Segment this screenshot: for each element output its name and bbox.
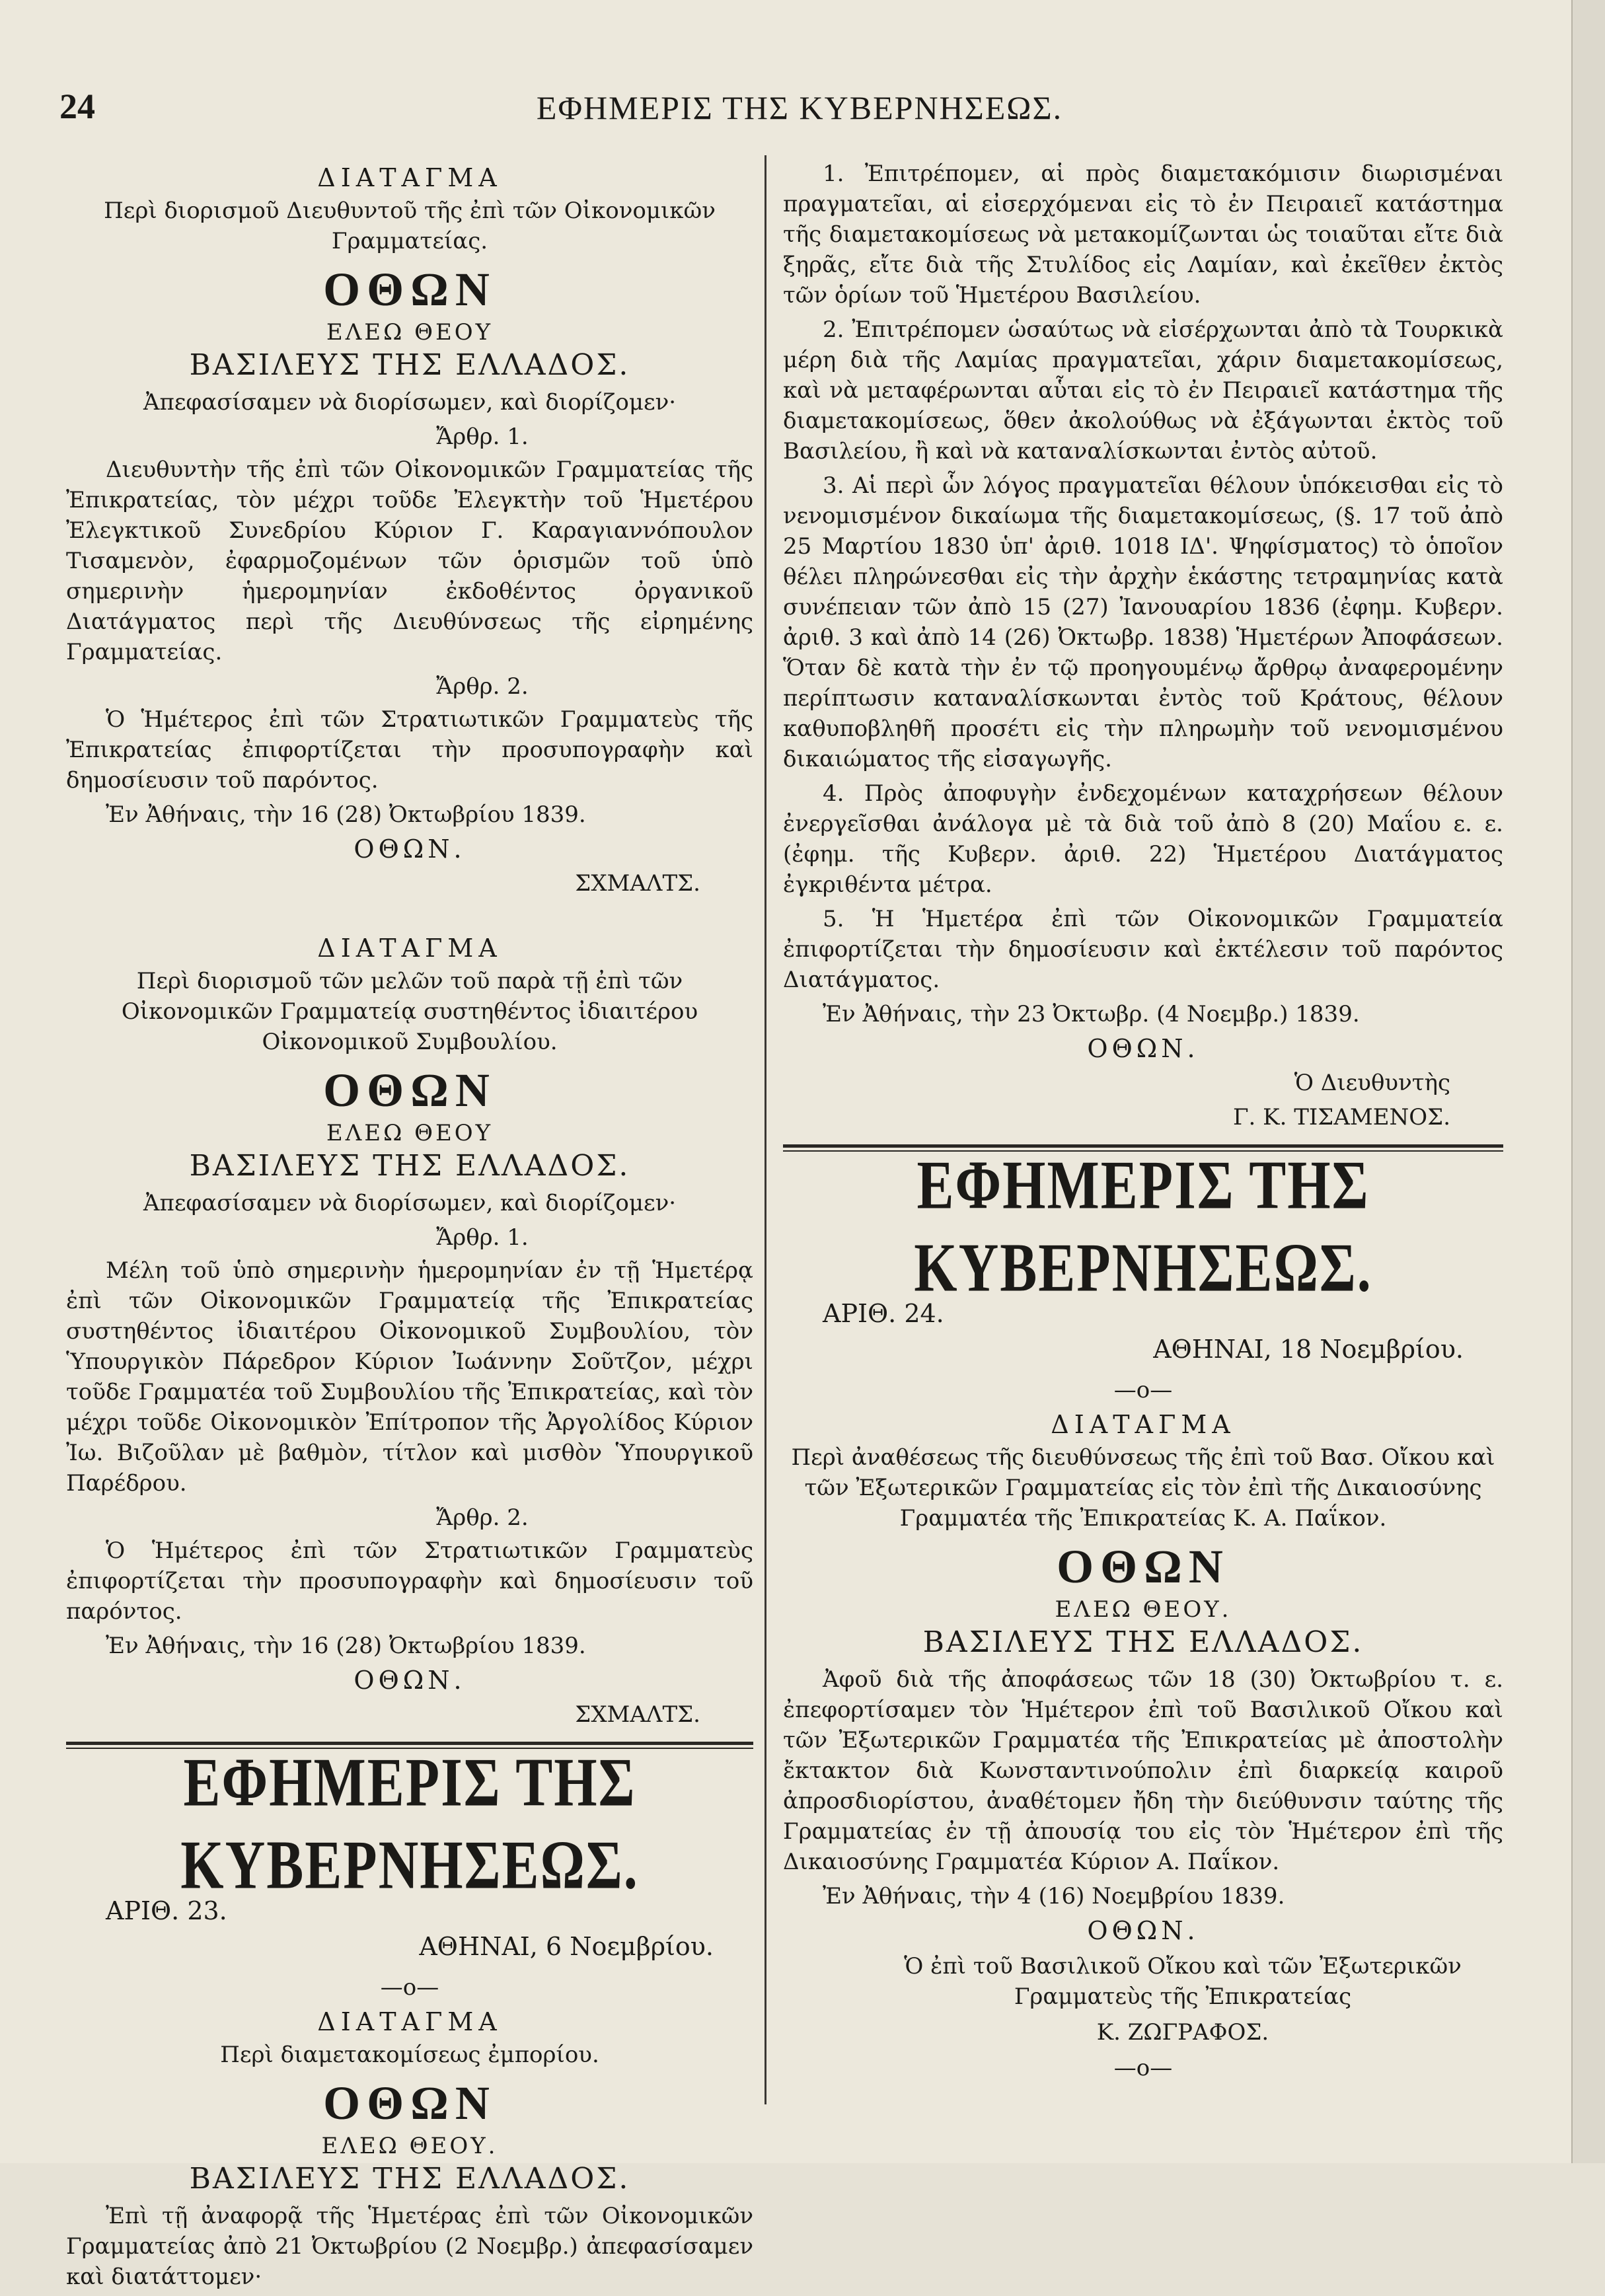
by-grace-of-god: ΕΛΕΩ ΘΕΟΥ (326, 319, 494, 346)
king-title: ΒΑΣΙΛΕΥΣ ΤΗΣ ΕΛΛΑΔΟΣ. (922, 1625, 1364, 1659)
royal-signature: ΟΘΩΝ. (1087, 1034, 1199, 1063)
issue-date: ΑΘΗΝΑΙ, 18 Νοεμβρίου. (1153, 1335, 1464, 1364)
king-title: ΒΑΣΙΛΕΥΣ ΤΗΣ ΕΛΛΑΔΟΣ. (189, 1149, 630, 1183)
article-text: 1. Ἐπιτρέπομεν, αἱ πρὸς διαμετακόμισιν διωρισμέναι πραγματεῖαι, αἱ εἰσερχόμεναι εἰς τὸ ἐν Πειραιεῖ κατάστημα τῆς διαμετακομίσεως νὰ μετακομίζωνται ὡς τοιαῦται εἴτε διὰ ξηρᾶς, εἴτε διὰ τῆς Στυλίδος εἰς Λαμίαν, καὶ ἐκεῖθεν ἐκτὸς τῶν ὁρίων τοῦ Ἡμετέρου Βασιλείου. (783, 161, 1503, 309)
page-number: 24 (59, 87, 95, 126)
left-column (66, 159, 753, 2296)
king-name: ΟΘΩΝ (323, 263, 496, 316)
decree-heading: ΔΙΑΤΑΓΜΑ (1051, 1410, 1236, 1439)
decree-subject: Περὶ διαμετακομίσεως ἐμπορίου. (220, 2042, 599, 2068)
issue-number: ΑΡΙΘ. 23. (106, 1896, 227, 1925)
running-title: ΕΦΗΜΕΡΙΣ ΤΗΣ ΚΥΒΕΡΝΗΣΕΩΣ. (536, 89, 1063, 126)
article-number: Ἄρθρ. 1. (436, 424, 529, 450)
countersignature: ΣΧΜΑΛΤΣ. (575, 1701, 700, 1728)
countersignature: ΣΧΜΑΛΤΣ. (575, 870, 700, 897)
decree-subject: Περὶ διορισμοῦ Διευθυντοῦ τῆς ἐπὶ τῶν Οἰκονομικῶν Γραμματείας. (104, 198, 716, 254)
decree-date: Ἐν Ἀθήναις, τὴν 16 (28) Ὀκτωβρίου 1839. (106, 801, 586, 828)
king-name: ΟΘΩΝ (323, 1064, 496, 1117)
decree-intro: Ἐπὶ τῇ ἀναφορᾷ τῆς Ἡμετέρας ἐπὶ τῶν Οἰκονομικῶν Γραμματείας ἀπὸ 21 Ὀκτωβρίου (2 Νοεμβρ.) ἀπεφασίσαμεν καὶ διατάττομεν· (66, 2203, 753, 2290)
decree-heading: ΔΙΑΤΑΓΜΑ (317, 934, 502, 963)
ornament-dash: —ο— (380, 1974, 439, 2001)
royal-signature: ΟΘΩΝ. (1087, 1916, 1199, 1945)
article-text: Ὁ Ἡμέτερος ἐπὶ τῶν Στρατιωτικῶν Γραμματεὺς τῆς Ἐπικρατείας ἐπιφορτίζεται τὴν προσυπογραφὴν καὶ δημοσίευσιν τοῦ παρόντος. (66, 706, 753, 794)
column-divider (765, 155, 766, 2104)
by-grace-of-god: ΕΛΕΩ ΘΕΟΥ. (1055, 1596, 1232, 1623)
decree-1 (66, 163, 753, 899)
ornament-dash: —ο— (1113, 2055, 1173, 2081)
royal-signature: ΟΘΩΝ. (354, 1666, 466, 1695)
issue-23-masthead (66, 1744, 753, 2003)
royal-signature: ΟΘΩΝ. (354, 834, 466, 864)
by-grace-of-god: ΕΛΕΩ ΘΕΟΥ (326, 1120, 494, 1146)
article-text: Μέλη τοῦ ὑπὸ σημερινὴν ἡμερομηνίαν ἐν τῇ Ἡμετέρᾳ ἐπὶ τῶν Οἰκονομικῶν Γραμματείᾳ τῆς Ἐπικρατείας συστηθέντος ἰδιαιτέρου Οἰκονομικοῦ Συμβουλίου, τὸν Ὑπουργικὸν Πάρεδρον Κύριον Ἰωάννην Σοῦτζον, μέχρι τοῦδε Γραμματέα τοῦ Συμβουλίου τῆς Ἐπικρατείας, καὶ τὸν μέχρι τοῦδε Οἰκονομικὸν Ἐπίτροπον τῆς Ἀργολίδος Κύριον Ἰω. Βιζοῦλαν μὲ βαθμὸν, τίτλον καὶ μισθὸν Ὑπουργικοῦ Παρέδρου. (66, 1257, 753, 1497)
king-name: ΟΘΩΝ (1057, 1540, 1230, 1593)
decree-subject: Περὶ διορισμοῦ τῶν μελῶν τοῦ παρὰ τῇ ἐπὶ τῶν Οἰκονομικῶν Γραμματείᾳ συστηθέντος ἰδιαιτέρου Οἰκονομικοῦ Συμβουλίου. (121, 968, 698, 1055)
article-text: 3. Αἱ περὶ ὧν λόγος πραγματεῖαι θέλουν ὑπόκεισθαι εἰς τὸ νενομισμένον δικαίωμα τῆς διαμετακομίσεως, (§. 17 τοῦ ἀπὸ 25 Μαρτίου 1830 ὑπ' ἀριθ. 1018 ΙΔ'. Ψηφίσματος) τὸ ὁποῖον θέλει πληρώνεσθαι εἰς τὴν ἀρχὴν ἑκάστης τετραμηνίας κατὰ συνέπειαν τῶν ἀπὸ 15 (27) Ἰανουαρίου 1836 (ἐφημ. Κυβερν. ἀριθ. 3 καὶ ἀπὸ 14 (26) Ὀκτωβρ. 1838) Ἡμετέρων Ἀποφάσεων. Ὅταν δὲ κατὰ τὴν ἐν τῷ προηγουμένῳ ἄρθρῳ ἀναφερομένην περίπτωσιν καταναλίσκωνται ἐντὸς τοῦ Κράτους, θέλουν καθυποβληθῆ προσέτι εἰς τὴν πληρωμὴν τοῦ νενομισμένου δικαιώματος τῆς εἰσαγωγῆς. (783, 472, 1503, 772)
decree-subject: Περὶ ἀναθέσεως τῆς διευθύνσεως τῆς ἐπὶ τοῦ Βασ. Οἴκου καὶ τῶν Ἐξωτερικῶν Γραμματείας εἰς τὸν ἐπὶ τῆς Δικαιοσύνης Γραμματέα τῆς Ἐπικρατείας Κ. Α. Παΐκον. (791, 1444, 1495, 1532)
issue-info (783, 1298, 1503, 1371)
masthead-title: ΕΦΗΜΕΡΙΣ ΤΗΣ ΚΥΒΕΡΝΗΣΕΩΣ. (180, 1744, 639, 1904)
facing-page-edge (1571, 0, 1605, 2163)
page-header (59, 79, 1540, 145)
king-title: ΒΑΣΙΛΕΥΣ ΤΗΣ ΕΛΛΑΔΟΣ. (189, 348, 630, 382)
decree-heading: ΔΙΑΤΑΓΜΑ (317, 163, 502, 192)
article-text: Διευθυντὴν τῆς ἐπὶ τῶν Οἰκονομικῶν Γραμματείας τῆς Ἐπικρατείας, τὸν μέχρι τοῦδε Ἐλεγκτὴν τοῦ Ἡμετέρου Ἐλεγκτικοῦ Συνεδρίου Κύριον Γ. Καραγιαννόπουλον Τισαμενὸν, ἐφαρμοζομένων τῶν ὁρισμῶν τοῦ ὑπὸ σημερινὴν ἡμερομηνίαν ἐκδοθέντος ὀργανικοῦ Διατάγματος περὶ τῆς Διευθύνσεως τῆς εἰρημένης Γραμματείας. (66, 457, 753, 665)
decree-text: Ἀφοῦ διὰ τῆς ἀποφάσεως τῶν 18 (30) Ὀκτωβρίου τ. ε. ἐπεφορτίσαμεν τὸν Ἡμέτερον ἐπὶ τοῦ Βασιλικοῦ Οἴκου καὶ τῶν Ἐξωτερικῶν Γραμματέα τῆς Ἐπικρατείας μὲ ἀποστολὴν ἔκτακτον διὰ Κωνσταντινούπολιν ἐπὶ διαρκείᾳ καιροῦ ἀπροσδιορίστου, ἀναθέτομεν ἤδη τὴν διεύθυνσιν ταύτης τῆς Γραμματείας ἐν τῇ ἀπουσίᾳ του εἰς τὸν Ἡμέτερον ἐπὶ τῆς Δικαιοσύνης Γραμματέα Κύριον Α. Παΐκον. (783, 1666, 1503, 1875)
countersigner-title: Ὁ Διευθυντὴς (1294, 1070, 1450, 1096)
ornament-dash: —ο— (1113, 1377, 1173, 1403)
king-title: ΒΑΣΙΛΕΥΣ ΤΗΣ ΕΛΛΑΔΟΣ. (189, 2162, 630, 2196)
article-text: 5. Ἡ Ἡμετέρα ἐπὶ τῶν Οἰκονομικῶν Γραμματεία ἐπιφορτίζεται τὴν δημοσίευσιν καὶ ἐκτέλεσιν τοῦ παρόντος Διατάγματος. (783, 906, 1503, 993)
article-text: Ὁ Ἡμέτερος ἐπὶ τῶν Στρατιωτικῶν Γραμματεὺς ἐπιφορτίζεται τὴν προσυπογραφὴν καὶ δημοσίευσιν τοῦ παρόντος. (66, 1537, 753, 1625)
decree-2 (66, 933, 753, 1730)
decree-date: Ἐν Ἀθήναις, τὴν 23 Ὀκτωβρ. (4 Νοεμβρ.) 1839. (823, 1001, 1360, 1027)
decision-formula: Ἀπεφασίσαμεν νὰ διορίσωμεν, καὶ διορίζομεν· (143, 1190, 677, 1216)
article-number: Ἄρθρ. 2. (436, 673, 529, 700)
issue-24-masthead (783, 1146, 1503, 1405)
countersigner-name: Κ. ΖΩΓΡΑΦΟΣ. (1096, 2019, 1269, 2046)
article-text: 4. Πρὸς ἀποφυγὴν ἐνδεχομένων καταχρήσεων θέλουν ἐνεργεῖσθαι ἀνάλογα μὲ τὰ διὰ τοῦ ἀπὸ 8 (20) Μαΐου ε. ε. (ἐφημ. τῆς Κυβερν. ἀριθ. 22) Ἡμετέρου Διατάγματος ἐγκριθέντα μέτρα. (783, 780, 1503, 898)
decree-heading: ΔΙΑΤΑΓΜΑ (317, 2007, 502, 2036)
right-column (783, 159, 1503, 2087)
masthead-title: ΕΦΗΜΕΡΙΣ ΤΗΣ ΚΥΒΕΡΝΗΣΕΩΣ. (914, 1146, 1372, 1306)
countersigner-name: Γ. Κ. ΤΙΣΑΜΕΝΟΣ. (1232, 1104, 1450, 1130)
decree-4 (783, 1409, 1503, 2083)
decision-formula: Ἀπεφασίσαμεν νὰ διορίσωμεν, καὶ διορίζομεν· (143, 389, 677, 416)
decree-3 (66, 2007, 753, 2292)
article-number: Ἄρθρ. 1. (436, 1224, 529, 1251)
article-text: 2. Ἐπιτρέπομεν ὡσαύτως νὰ εἰσέρχωνται ἀπὸ τὰ Τουρκικὰ μέρη διὰ τῆς Λαμίας πραγματεῖαι, χάριν διαμετακομίσεως, καὶ νὰ μεταφέρωνται αὗται εἰς τὸ ἐν Πειραιεῖ κατάστημα τῆς διαμετακομίσεως, ὅθεν ἀκολούθως νὰ ἐξάγωνται ἐκτὸς τοῦ Βασιλείου, ἢ καὶ νὰ καταναλίσκωνται ἐντὸς αὐτοῦ. (783, 316, 1503, 464)
article-number: Ἄρθρ. 2. (436, 1504, 529, 1531)
issue-info (66, 1896, 753, 1968)
issue-date: ΑΘΗΝΑΙ, 6 Νοεμβρίου. (419, 1932, 714, 1961)
decree-date: Ἐν Ἀθήναις, τὴν 16 (28) Ὀκτωβρίου 1839. (106, 1633, 586, 1659)
by-grace-of-god: ΕΛΕΩ ΘΕΟΥ. (321, 2133, 498, 2159)
decree-date: Ἐν Ἀθήναις, τὴν 4 (16) Νοεμβρίου 1839. (823, 1883, 1285, 1909)
king-name: ΟΘΩΝ (323, 2077, 496, 2129)
decree-3-continued (783, 159, 1503, 1132)
countersigner-title: Ὁ ἐπὶ τοῦ Βασιλικοῦ Οἴκου καὶ τῶν Ἐξωτερικῶν Γραμματεὺς τῆς Ἐπικρατείας (904, 1953, 1462, 2010)
issue-number: ΑΡΙΘ. 24. (823, 1299, 944, 1328)
